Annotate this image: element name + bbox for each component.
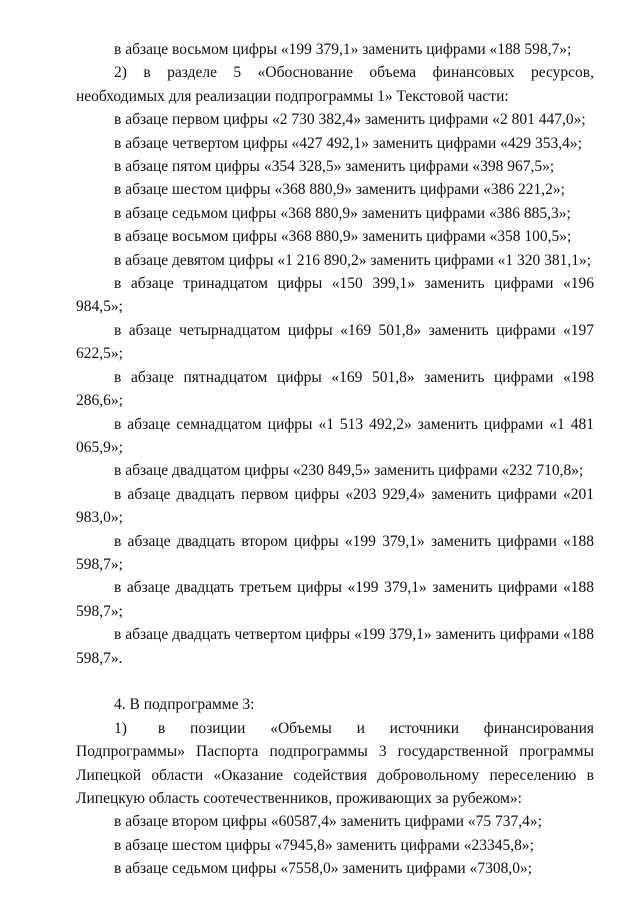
paragraph: в абзаце седьмом цифры «368 880,9» заменить цифрами «386 885,3»; [114,204,571,222]
paragraph: в абзаце шестом цифры «368 880,9» заменить цифрами «386 221,2»; [114,181,565,199]
paragraph: в абзаце седьмом цифры «7558,0» заменить цифрами «7308,0»; [114,860,533,878]
paragraph: в абзаце четырнадцатом цифры «169 501,8» заменить цифрами «197 622,5»; [76,321,594,363]
paragraph: в абзаце двадцать втором цифры «199 379,1» заменить цифрами «188 598,7»; [76,532,594,573]
paragraph: в абзаце восьмом цифры «368 880,9» заменить цифрами «358 100,5»; [114,228,572,246]
paragraph: в абзаце двадцать первом цифры «203 929,4» заменить цифрами «201 983,0»; [76,485,594,527]
paragraph: в абзаце втором цифры «60587,4» заменить цифрами «75 737,4»; [114,813,542,831]
paragraph: в абзаце пятнадцатом цифры «169 501,8» заменить цифрами «198 286,6»; [76,368,594,410]
paragraph: в абзаце двадцатом цифры «230 849,5» заменить цифрами «232 710,8»; [114,462,584,480]
paragraph: в абзаце семнадцатом цифры «1 513 492,2» заменить цифрами «1 481 065,9»; [76,415,594,456]
document-page [76,38,594,881]
paragraph-gap [76,670,594,693]
paragraph: в абзаце первом цифры «2 730 382,4» заменить цифрами «2 801 447,0»; [114,111,586,129]
paragraph: 1) в позиции «Объемы и источники финансирования Подпрограммы» Паспорта подпрограммы 3 государственной программы Липецкой области «Оказание содействия добровольному переселению в Липецкую область соотечественников, проживающих за рубежом»: [76,719,594,807]
paragraph: в абзаце восьмом цифры «199 379,1» заменить цифрами «188 598,7»; [114,41,572,58]
paragraph: в абзаце двадцать четвертом цифры «199 379,1» заменить цифрами «188 598,7». [76,626,594,667]
paragraph: в абзаце тринадцатом цифры «150 399,1» заменить цифрами «196 984,5»; [76,275,594,316]
section-heading: 4. В подпрограмме 3: [114,696,255,714]
paragraph: в абзаце четвертом цифры «427 492,1» заменить цифрами «429 353,4»; [114,134,582,152]
paragraph: в абзаце двадцать третьем цифры «199 379,1» заменить цифрами «188 598,7»; [76,579,594,620]
paragraph: в абзаце пятом цифры «354 328,5» заменить цифрами «398 967,5»; [114,158,555,176]
paragraph: в абзаце девятом цифры «1 216 890,2» заменить цифрами «1 320 381,1»; [114,251,592,269]
paragraph: в абзаце шестом цифры «7945,8» заменить цифрами «23345,8»; [114,836,534,854]
paragraph: 2) в разделе 5 «Обоснование объема финансовых ресурсов, необходимых для реализации подпрограммы 1» Текстовой части: [76,64,594,105]
